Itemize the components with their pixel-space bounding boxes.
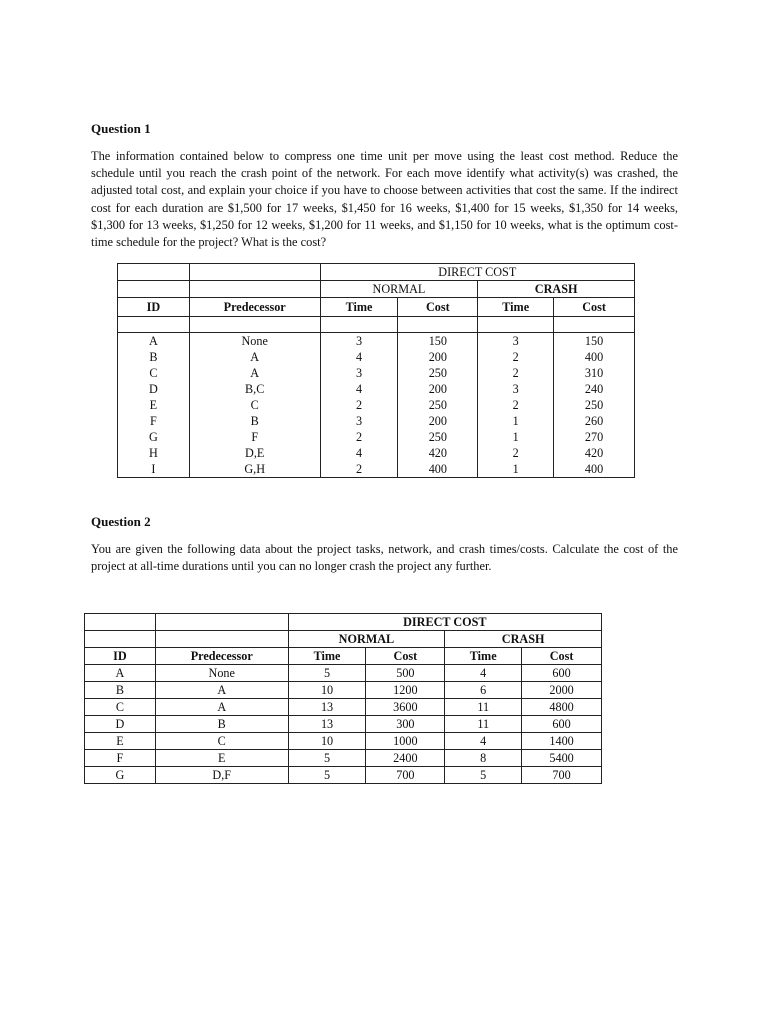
cell-crash-time: 3 xyxy=(478,381,554,397)
cell-normal-cost: 400 xyxy=(398,461,478,478)
cell-id: B xyxy=(85,682,156,699)
cell-normal-cost: 250 xyxy=(398,397,478,413)
cell-id: G xyxy=(118,429,190,445)
cell-normal-cost: 200 xyxy=(398,381,478,397)
cell-id: I xyxy=(118,461,190,478)
cell-normal-cost: 1000 xyxy=(366,733,445,750)
col-normal-time-header: Time xyxy=(320,298,398,317)
cell-crash-cost: 600 xyxy=(522,665,602,682)
question-1-text: The information contained below to compress one time unit per move using the least cost method. Reduce the schedule until you reach the crash point of the network. For each move identify what activity(s) was crashed, the adjusted total cost, and explain your choice if you have to choose between activities that cost the same. If the indirect cost for each duration are $1,500 for 17 weeks, $1,450 for 16 weeks, $1,400 for 15 weeks, $1,350 for 14 weeks, $1,300 for 13 weeks, $1,250 for 12 weeks, $1,200 for 11 weeks, and $1,150 for 10 weeks, what is the optimum cost-time schedule for the project? What is the cost? xyxy=(91,149,678,250)
cell-crash-time: 4 xyxy=(445,733,522,750)
cell-normal-cost: 3600 xyxy=(366,699,445,716)
cell-predecessor: None xyxy=(155,665,288,682)
cell-predecessor: None xyxy=(189,333,320,350)
crash-header: CRASH xyxy=(445,631,602,648)
cell-predecessor: A xyxy=(189,349,320,365)
cell-normal-cost: 250 xyxy=(398,429,478,445)
cell-id: E xyxy=(118,397,190,413)
direct-cost-header: DIRECT COST xyxy=(288,614,601,631)
cell-crash-time: 11 xyxy=(445,716,522,733)
cell-crash-time: 5 xyxy=(445,767,522,784)
empty-cell xyxy=(189,281,320,298)
cell-predecessor: E xyxy=(155,750,288,767)
cell-normal-cost: 2400 xyxy=(366,750,445,767)
question-2-text: You are given the following data about the project tasks, network, and crash times/costs. Calculate the cost of the project at all-time durations until you can no longer crash the project any further. xyxy=(91,542,678,574)
cell-normal-cost: 700 xyxy=(366,767,445,784)
question-2-table xyxy=(84,613,602,784)
cell-normal-time: 13 xyxy=(288,699,366,716)
cell-predecessor: A xyxy=(155,699,288,716)
cell-normal-time: 3 xyxy=(320,333,398,350)
question-1-table xyxy=(117,263,635,478)
col-id-header: ID xyxy=(85,648,156,665)
cell-normal-cost: 200 xyxy=(398,413,478,429)
col-normal-time-header: Time xyxy=(288,648,366,665)
cell-normal-cost: 1200 xyxy=(366,682,445,699)
empty-cell xyxy=(155,614,288,631)
question-2-table-body xyxy=(85,665,602,784)
cell-predecessor: D,F xyxy=(155,767,288,784)
cell-crash-time: 1 xyxy=(478,413,554,429)
cell-normal-time: 2 xyxy=(320,397,398,413)
table-row xyxy=(118,333,635,350)
table-row xyxy=(118,461,635,478)
cell-crash-cost: 400 xyxy=(554,461,635,478)
cell-crash-cost: 4800 xyxy=(522,699,602,716)
empty-cell xyxy=(189,264,320,281)
cell-normal-time: 5 xyxy=(288,767,366,784)
cell-predecessor: C xyxy=(189,397,320,413)
cell-id: D xyxy=(85,716,156,733)
cell-id: A xyxy=(85,665,156,682)
cell-crash-cost: 400 xyxy=(554,349,635,365)
question-1-title: Question 1 xyxy=(91,121,151,136)
empty-cell xyxy=(478,317,554,333)
cell-id: G xyxy=(85,767,156,784)
cell-normal-time: 2 xyxy=(320,429,398,445)
col-predecessor-header: Predecessor xyxy=(155,648,288,665)
cell-normal-time: 2 xyxy=(320,461,398,478)
table-row xyxy=(85,716,602,733)
normal-header: NORMAL xyxy=(320,281,478,298)
cell-crash-cost: 310 xyxy=(554,365,635,381)
col-id-header: ID xyxy=(118,298,190,317)
cell-crash-cost: 250 xyxy=(554,397,635,413)
cell-normal-time: 4 xyxy=(320,349,398,365)
cell-id: H xyxy=(118,445,190,461)
cell-crash-cost: 270 xyxy=(554,429,635,445)
empty-cell xyxy=(320,317,398,333)
empty-cell xyxy=(554,317,635,333)
cell-id: C xyxy=(85,699,156,716)
cell-predecessor: C xyxy=(155,733,288,750)
cell-crash-cost: 260 xyxy=(554,413,635,429)
cell-id: F xyxy=(85,750,156,767)
cell-id: C xyxy=(118,365,190,381)
col-crash-time-header: Time xyxy=(445,648,522,665)
direct-cost-header: DIRECT COST xyxy=(320,264,634,281)
cell-id: A xyxy=(118,333,190,350)
cell-crash-time: 1 xyxy=(478,461,554,478)
cell-crash-time: 11 xyxy=(445,699,522,716)
table-row xyxy=(118,397,635,413)
cell-normal-time: 4 xyxy=(320,445,398,461)
table-row xyxy=(85,699,602,716)
cell-crash-time: 3 xyxy=(478,333,554,350)
table-row xyxy=(85,665,602,682)
table-row xyxy=(118,381,635,397)
cell-predecessor: B xyxy=(155,716,288,733)
cell-crash-time: 2 xyxy=(478,365,554,381)
cell-crash-cost: 600 xyxy=(522,716,602,733)
table-row xyxy=(85,682,602,699)
cell-crash-time: 4 xyxy=(445,665,522,682)
cell-crash-cost: 5400 xyxy=(522,750,602,767)
normal-header: NORMAL xyxy=(288,631,445,648)
cell-predecessor: A xyxy=(155,682,288,699)
cell-normal-time: 5 xyxy=(288,665,366,682)
table-row xyxy=(85,750,602,767)
cell-crash-cost: 1400 xyxy=(522,733,602,750)
cell-crash-time: 2 xyxy=(478,397,554,413)
col-normal-cost-header: Cost xyxy=(366,648,445,665)
cell-normal-cost: 150 xyxy=(398,333,478,350)
cell-normal-time: 10 xyxy=(288,682,366,699)
cell-predecessor: B,C xyxy=(189,381,320,397)
empty-cell xyxy=(85,614,156,631)
cell-crash-time: 2 xyxy=(478,349,554,365)
cell-normal-cost: 500 xyxy=(366,665,445,682)
crash-header: CRASH xyxy=(478,281,635,298)
cell-crash-time: 8 xyxy=(445,750,522,767)
cell-crash-cost: 700 xyxy=(522,767,602,784)
cell-predecessor: F xyxy=(189,429,320,445)
cell-crash-time: 1 xyxy=(478,429,554,445)
cell-normal-cost: 250 xyxy=(398,365,478,381)
empty-cell xyxy=(398,317,478,333)
question-2-title: Question 2 xyxy=(91,514,151,529)
table-row xyxy=(118,429,635,445)
table-row xyxy=(118,413,635,429)
table-row xyxy=(118,365,635,381)
empty-cell xyxy=(118,264,190,281)
col-predecessor-header: Predecessor xyxy=(189,298,320,317)
cell-normal-time: 4 xyxy=(320,381,398,397)
col-crash-cost-header: Cost xyxy=(522,648,602,665)
cell-id: F xyxy=(118,413,190,429)
col-crash-cost-header: Cost xyxy=(554,298,635,317)
empty-cell xyxy=(189,317,320,333)
cell-id: E xyxy=(85,733,156,750)
table-row xyxy=(118,445,635,461)
cell-crash-time: 2 xyxy=(478,445,554,461)
cell-crash-cost: 150 xyxy=(554,333,635,350)
cell-id: B xyxy=(118,349,190,365)
cell-normal-time: 10 xyxy=(288,733,366,750)
col-crash-time-header: Time xyxy=(478,298,554,317)
empty-cell xyxy=(85,631,156,648)
cell-id: D xyxy=(118,381,190,397)
cell-predecessor: D,E xyxy=(189,445,320,461)
cell-crash-cost: 240 xyxy=(554,381,635,397)
question-1-table-body xyxy=(118,333,635,478)
cell-predecessor: A xyxy=(189,365,320,381)
cell-predecessor: B xyxy=(189,413,320,429)
table-row xyxy=(85,767,602,784)
cell-normal-time: 5 xyxy=(288,750,366,767)
cell-normal-time: 3 xyxy=(320,413,398,429)
cell-normal-time: 13 xyxy=(288,716,366,733)
col-normal-cost-header: Cost xyxy=(398,298,478,317)
empty-cell xyxy=(155,631,288,648)
cell-normal-cost: 200 xyxy=(398,349,478,365)
cell-normal-time: 3 xyxy=(320,365,398,381)
empty-cell xyxy=(118,281,190,298)
table-row xyxy=(118,349,635,365)
empty-cell xyxy=(118,317,190,333)
cell-crash-time: 6 xyxy=(445,682,522,699)
table-row xyxy=(85,733,602,750)
cell-predecessor: G,H xyxy=(189,461,320,478)
cell-crash-cost: 420 xyxy=(554,445,635,461)
cell-crash-cost: 2000 xyxy=(522,682,602,699)
cell-normal-cost: 300 xyxy=(366,716,445,733)
cell-normal-cost: 420 xyxy=(398,445,478,461)
